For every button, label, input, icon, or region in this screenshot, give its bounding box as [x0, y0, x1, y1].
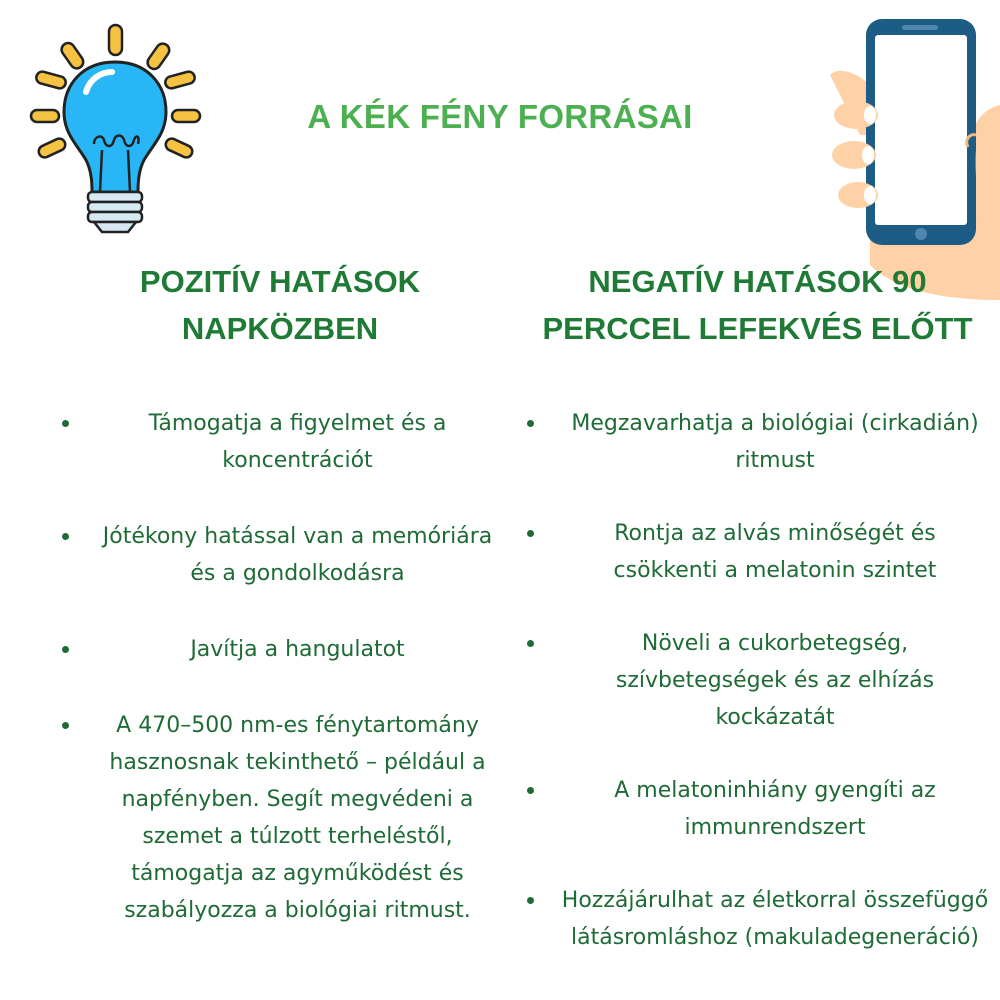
- negative-heading-line-1: NEGATÍV HATÁSOK 90: [588, 264, 927, 299]
- bullet-icon: [62, 646, 69, 653]
- bullet-icon: [62, 722, 69, 729]
- list-item: [55, 405, 505, 479]
- bullet-icon: [527, 640, 534, 647]
- bullet-icon: [62, 420, 69, 427]
- negative-effects-list: [525, 405, 990, 956]
- list-item-text: Jótékony hatással van a memóriára és a gondolkodásra: [102, 524, 493, 586]
- bullet-icon: [62, 533, 69, 540]
- list-item: [55, 631, 505, 668]
- bullet-icon: [527, 897, 534, 904]
- negative-heading-line-2: PERCCEL LEFEKVÉS ELŐTT: [542, 311, 973, 346]
- positive-heading-line-2: NAPKÖZBEN: [181, 311, 379, 346]
- list-item-text: Rontja az alvás minőségét és csökkenti a melatonin szintet: [613, 521, 937, 583]
- list-item-text: A melatoninhiány gyengíti az immunrendszert: [614, 778, 936, 840]
- list-item: [525, 772, 990, 846]
- list-item-text: Támogatja a figyelmet és a koncentrációt: [148, 411, 447, 473]
- positive-heading-line-1: POZITÍV HATÁSOK: [139, 264, 421, 299]
- list-item: [525, 882, 990, 956]
- light-bulb-icon: [28, 22, 203, 237]
- positive-effects-heading: [55, 258, 505, 352]
- list-item-text: A 470–500 nm-es fénytartomány hasznosnak tekinthető – például a napfényben. Segít megvédeni a szemet a túlzott terheléstől, támogatja az agyműködést és szabályozza a biológiai ritmust.: [109, 713, 486, 923]
- positive-effects-list: [55, 405, 505, 929]
- list-item-text: Növeli a cukorbetegség, szívbetegségek és az elhízás kockázatát: [615, 631, 935, 730]
- list-item: [525, 515, 990, 589]
- negative-effects-column: [525, 258, 990, 992]
- list-item: [55, 707, 505, 929]
- list-item: [525, 405, 990, 479]
- list-item: [525, 625, 990, 736]
- positive-effects-column: [55, 258, 505, 968]
- list-item: [55, 518, 505, 592]
- page-title: A KÉK FÉNY FORRÁSAI: [307, 98, 693, 135]
- list-item-text: Megzavarhatja a biológiai (cirkadián) ritmust: [571, 411, 979, 473]
- list-item-text: Javítja a hangulatot: [190, 637, 405, 662]
- bullet-icon: [527, 530, 534, 537]
- bullet-icon: [527, 420, 534, 427]
- list-item-text: Hozzájárulhat az életkorral összefüggő látásromláshoz (makuladegeneráció): [561, 888, 989, 950]
- negative-effects-heading: [525, 258, 990, 352]
- bullet-icon: [527, 787, 534, 794]
